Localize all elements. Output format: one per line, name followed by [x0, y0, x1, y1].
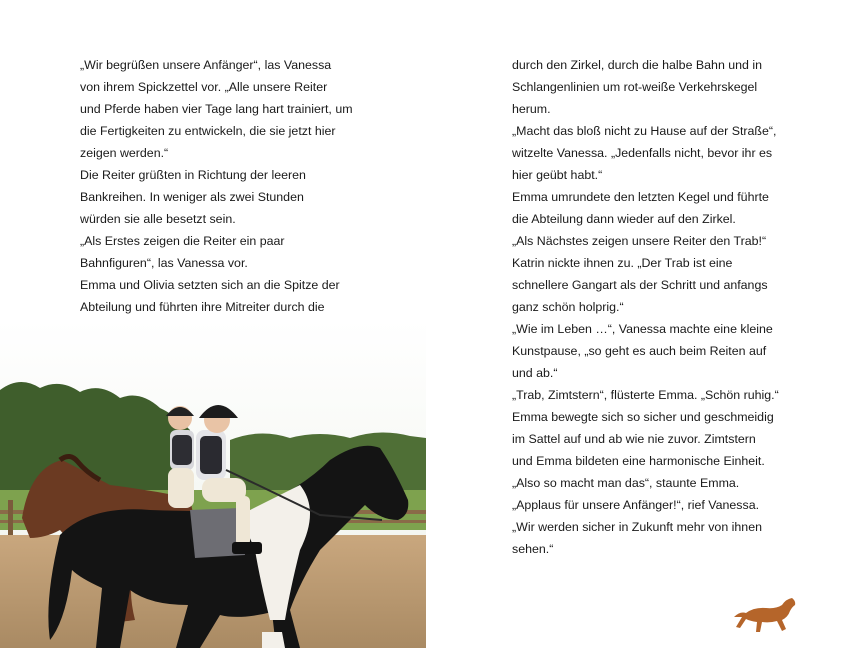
text-line: hier geübt habt.“ — [512, 168, 603, 182]
text-line: Emma und Olivia setzten sich an die Spitze der — [80, 278, 340, 292]
text-line: „Wir begrüßen unsere Anfänger“, las Vanessa — [80, 58, 332, 72]
text-line: Emma bewegte sich so sicher und geschmeidig — [512, 410, 774, 424]
text-line: und Emma bildeten eine harmonische Einheit. — [512, 454, 765, 468]
text-line: Katrin nickte ihnen zu. „Der Trab ist eine — [512, 256, 733, 270]
text-line: „Applaus für unsere Anfänger!“, rief Vanessa. — [512, 498, 760, 512]
text-line: Die Reiter grüßten in Richtung der leeren — [80, 168, 306, 182]
text-line: und Pferde haben vier Tage lang hart trainiert, um — [80, 102, 353, 116]
text-line: die Fertigkeiten zu entwickeln, die sie jetzt hier — [80, 124, 336, 138]
left-page — [0, 0, 426, 648]
text-line: die Abteilung dann wieder auf den Zirkel. — [512, 212, 736, 226]
right-page — [426, 0, 853, 648]
text-line: „Macht das bloß nicht zu Hause auf der Straße“, — [512, 124, 777, 138]
text-line: „Als Nächstes zeigen unsere Reiter den Trab!“ — [512, 234, 767, 248]
text-line: ganz schön holprig.“ — [512, 300, 624, 314]
text-line: zeigen werden.“ — [80, 146, 169, 160]
text-line: witzelte Vanessa. „Jedenfalls nicht, bevor ihr es — [512, 146, 773, 160]
text-line: „Wir werden sicher in Zukunft mehr von ihnen — [512, 520, 762, 534]
text-line: schnellere Gangart als der Schritt und anfangs — [512, 278, 768, 292]
text-line: „Als Erstes zeigen die Reiter ein paar — [80, 234, 285, 248]
text-line: im Sattel auf und ab wie nie zuvor. Zimtstern — [512, 432, 756, 446]
text-line: Kunstpause, „so geht es auch beim Reiten auf — [512, 344, 767, 358]
text-line: Abteilung und führten ihre Mitreiter durch die — [80, 300, 325, 314]
running-horse-icon — [732, 595, 798, 635]
right-text-column — [512, 54, 779, 560]
text-line: und ab.“ — [512, 366, 558, 380]
text-line: „Trab, Zimtstern“, flüsterte Emma. „Schön ruhig.“ — [512, 388, 779, 402]
text-line: von ihrem Spickzettel vor. „Alle unsere Reiter — [80, 80, 328, 94]
text-line: Bankreihen. In weniger als zwei Stunden — [80, 190, 304, 204]
text-line: Emma umrundete den letzten Kegel und führte — [512, 190, 769, 204]
text-line: sehen.“ — [512, 542, 554, 556]
text-line: würden sie alle besetzt sein. — [80, 212, 236, 226]
text-line: Bahnfiguren“, las Vanessa vor. — [80, 256, 248, 270]
text-line: „Also so macht man das“, staunte Emma. — [512, 476, 740, 490]
text-line: durch den Zirkel, durch die halbe Bahn und in — [512, 58, 763, 72]
text-line: Schlangenlinien um rot-weiße Verkehrskegel — [512, 80, 758, 94]
left-text-column — [80, 54, 353, 340]
text-line: herum. — [512, 102, 551, 116]
riders-photo — [0, 320, 426, 648]
text-line: „Wie im Leben …“, Vanessa machte eine kleine — [512, 322, 773, 336]
